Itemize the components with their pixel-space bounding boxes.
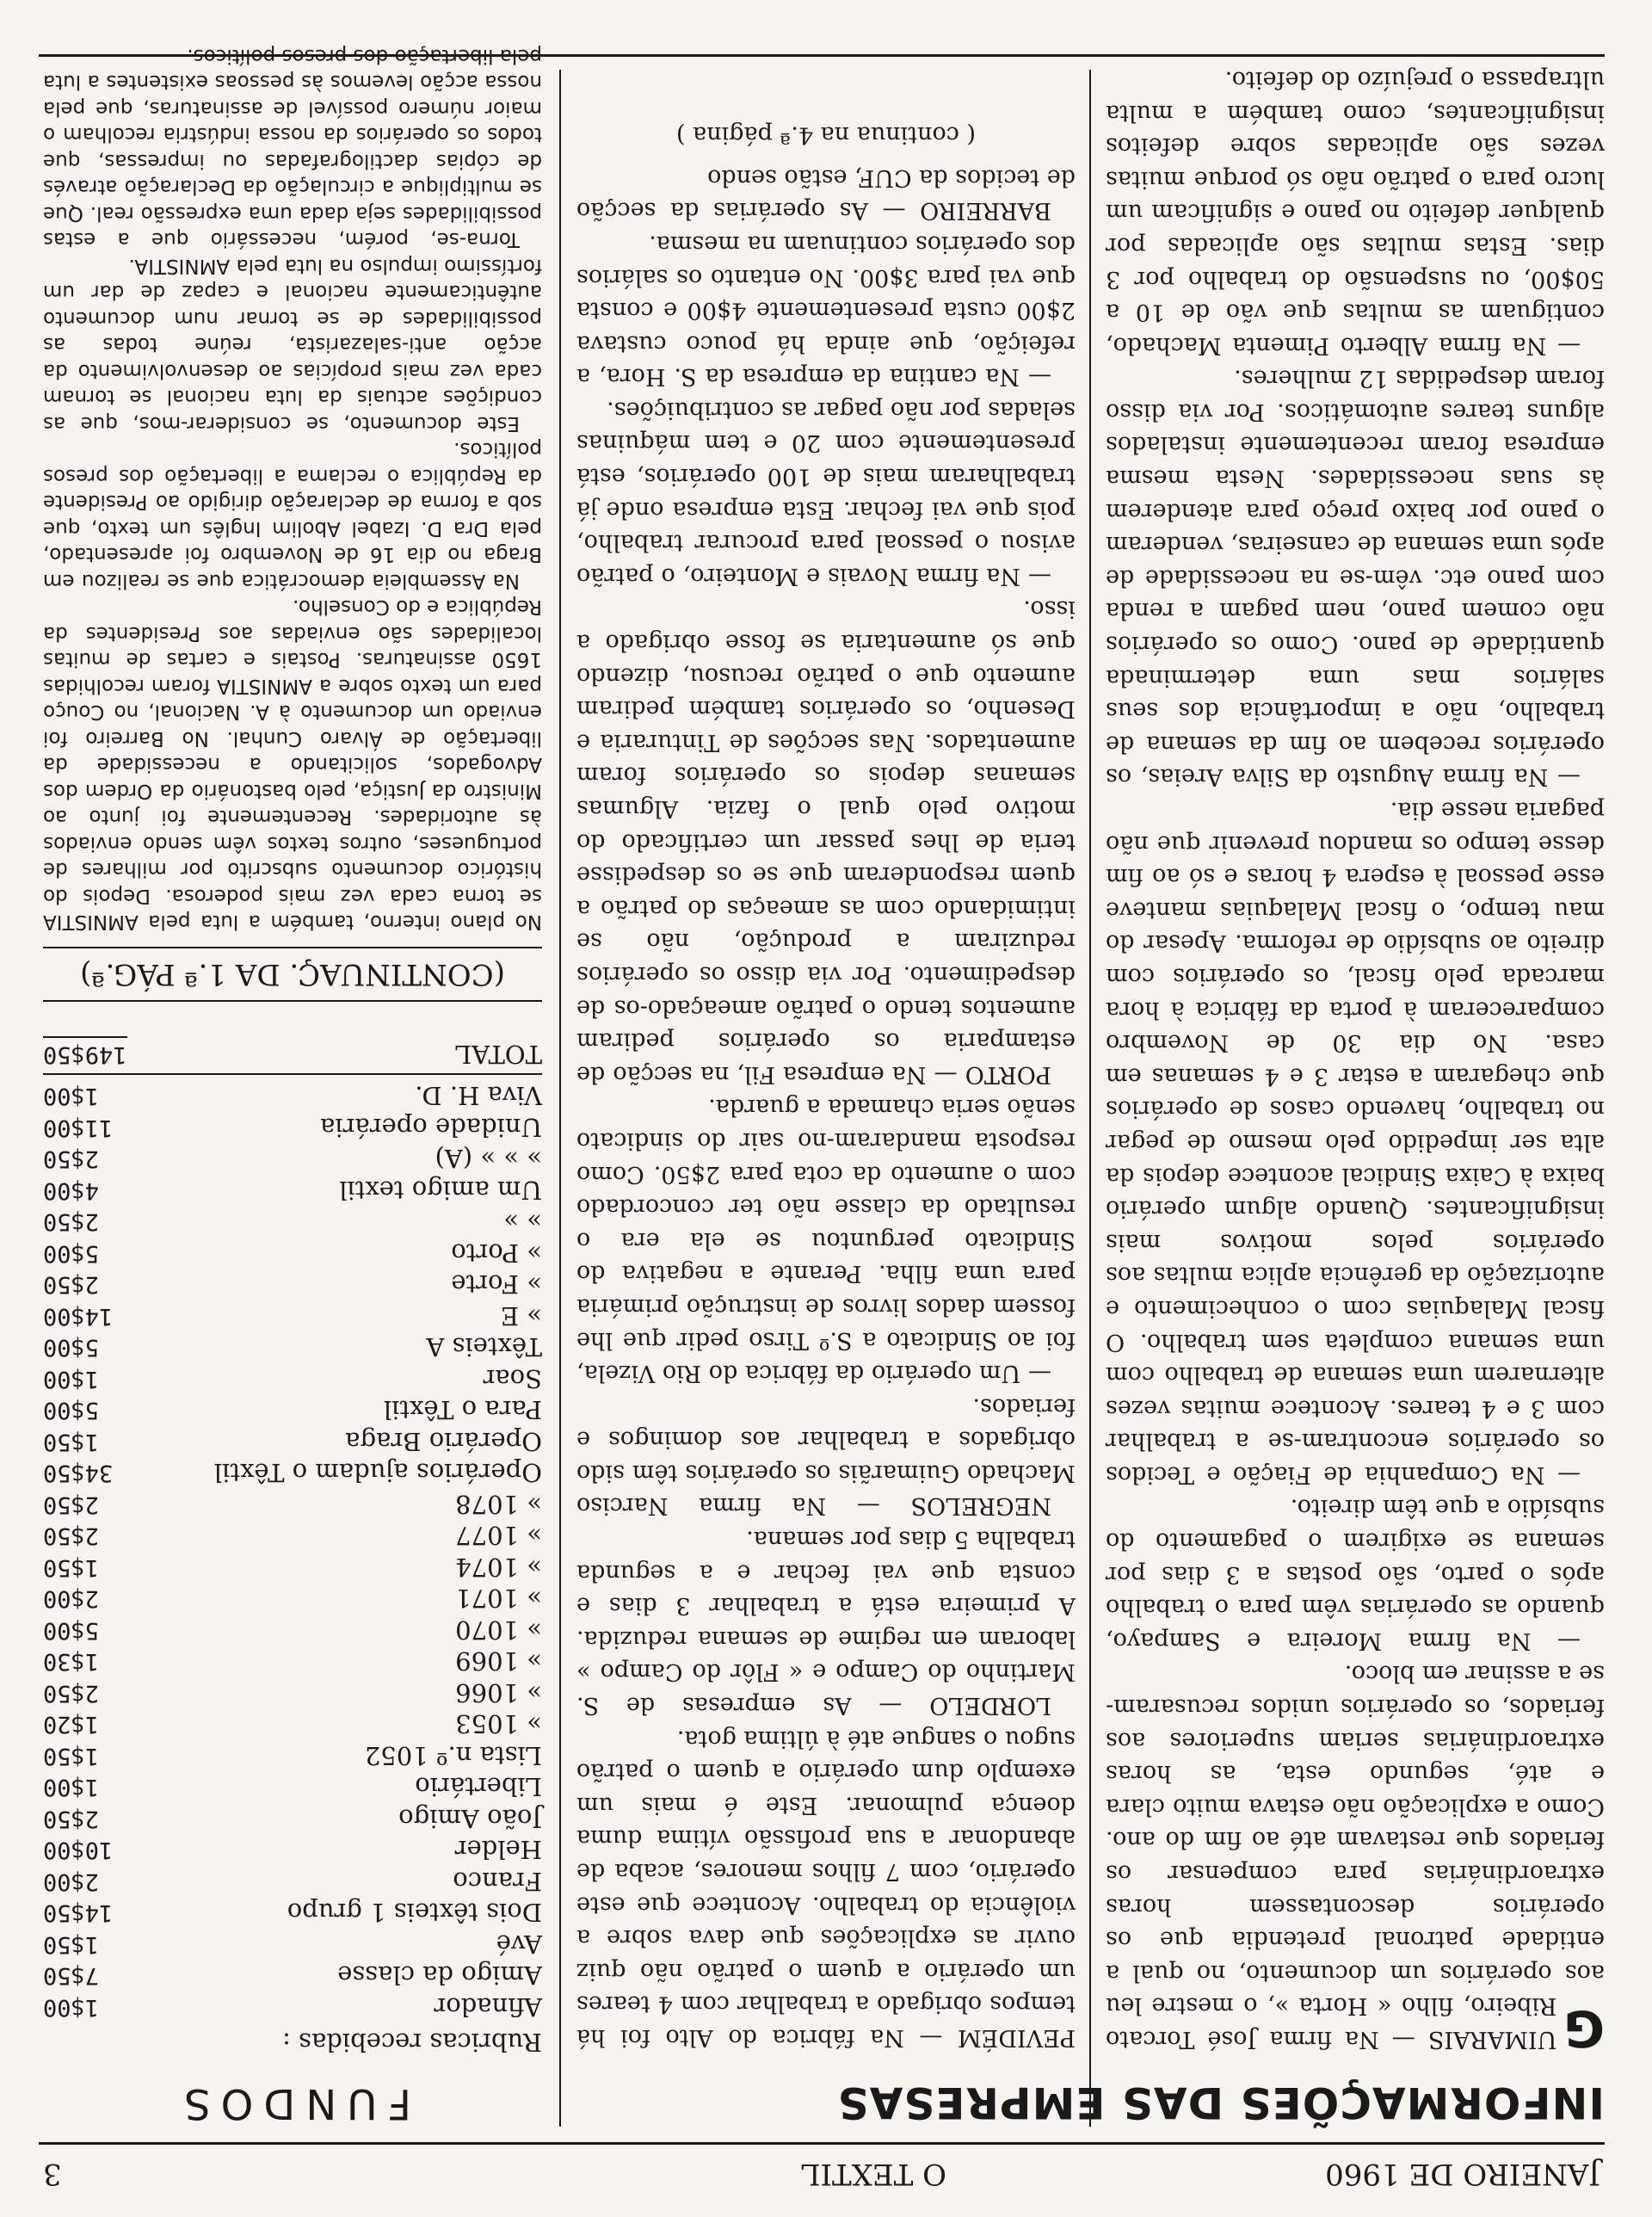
article-paragraph: LORDELO — As empresas de S. Martinho do Campo e « Flôr do Campo » laboram em regime de semana reduzida. A primeira está a trabalhar 3 dias e consta que vai fechar e a segunda trabalha 5 dias por semana.: [576, 1526, 1076, 1720]
rubric-amount: 1$20: [43, 1711, 100, 1738]
section-title-fundos: FUNDOS: [174, 2079, 411, 2127]
rubric-name: Avé: [496, 1930, 542, 1959]
rubric-row: [43, 1457, 542, 1489]
rubric-amount: 1$50: [43, 1429, 100, 1455]
rubric-name: Helder: [454, 1835, 542, 1865]
column-divider: [559, 70, 561, 2127]
rubric-name: Franco: [453, 1867, 542, 1896]
rubrics-heading: Rubricas recebidas :: [282, 2028, 542, 2057]
rubric-row: [43, 1238, 542, 1269]
rubric-row: [43, 1646, 542, 1677]
article-paragraph: PORTO — Na empresa Fil, na secção de estamparia os operários pediram aumentos tendo o patrão ameaçado-os de despedimento. Por via disso os operários reduziram a produção, não se intimidando com as ameaças do patrão a quem responderam que se os despedisse teria de lhes passar um certificado do motivo pelo qual o fazia. Algumas semanas depois os operários foram aumentados. Nas secções de Tinturaria e Desenho, os operários também pediram aumento que o patrão recusou, dizendo que só aumentaria se fosse obrigado a isso.: [576, 596, 1076, 1088]
rubric-amount: 1$50: [43, 1743, 100, 1769]
rubric-amount: 1$50: [43, 1554, 100, 1581]
article-paragraph: — Na firma Moreira e Sampayo, quando as operárias vêm para o trabalho após o parto, são postas a 3 dias por semana se exigirem o pagamento do subsídio a que têm direito.: [1106, 1494, 1605, 1654]
rubric-amount: 5$00: [43, 1617, 100, 1644]
article-paragraph: — Na firma Augusto da Silva Areias, os operários recebem ao fim da semana de trabalho, não a importância dos seus salários mas uma determinada quantidade de pano. Como os operários não comem pano, nem pagam a renda com pano etc. vêm-se na necessidade de após uma semana de canseiras, venderam o pano por baixo preço para atenderem às suas necessidades. Nesta mesma empresa foram recentemente instalados alguns teares automáticos. Por via disso foram despedidas 12 mulheres.: [1106, 365, 1605, 791]
continuation-note: ( continua na 4.ª página ): [676, 121, 976, 149]
article-paragraph: NEGRELOS — Na firma Narciso Machado Guimarãis os operários têm sido obrigados a trabalhar aos domingos e feriados.: [576, 1393, 1076, 1520]
rubric-amount: 14$00: [43, 1303, 114, 1330]
header-date: JANEIRO DE 1960: [1325, 2157, 1600, 2191]
rubric-name: Operário Braga: [345, 1427, 542, 1456]
rubric-row: [43, 1520, 542, 1552]
rubric-name: Viva H. D.: [415, 1081, 542, 1111]
rubric-amount: 7$50: [43, 1962, 100, 1990]
rubric-name: Afinador: [434, 1992, 542, 2022]
article-paragraph: PEVIDÉM — Na fábrica do Alto foi há tempos obrigado a trabalhar com 4 teares um operário a quem o patrão não quiz ouvir as explicações que dava sobre a violência do trabalho. Acontece que este operário, com 7 filhos menores, acaba de abandonar a sua profissão vítima duma doença pulmonar. Este é mais um exemplo dum operário a quem o patrão sugou o sangue até à última gota.: [576, 1725, 1076, 2051]
rubric-amount: 2$50: [43, 1806, 100, 1832]
amnistia-paragraph: Torna-se, porém, necessário que a estas possibilidades seja dada uma expressão real. Que se multiplique a circulação da Declaração através de cópias dactilografadas ou impressas, que todos os operários da nossa indústria recolham o maior número possível de assinaturas, que pela nossa acção levemos às pessoas existentes a luta pela libertação dos presos políticos.: [43, 45, 542, 251]
drop-cap: G: [1563, 1999, 1605, 2058]
rubric-row: [43, 1426, 542, 1458]
rubric-name: Soar: [483, 1364, 542, 1393]
rubric-amount: 1$30: [43, 1648, 100, 1676]
rubric-name: Operários ajudam o Têxtil: [213, 1458, 542, 1488]
rubric-row: [43, 1866, 542, 1898]
rubric-row: [43, 1677, 542, 1709]
rubric-row: [43, 1897, 542, 1929]
rubric-amount: 1$00: [43, 1994, 100, 2021]
footer-rule: [39, 54, 1605, 57]
rubric-name: » 1070: [455, 1615, 542, 1645]
page-header: [43, 2148, 1600, 2202]
article-paragraph: — Na firma Alberto Pimenta Machado, contiguam as multas que vão de 10 a 50$00, ou suspensão do trabalho por 3 dias. Estas multas são aplicadas por qualquer defeito no pano e significam um lucro para o patrão não só porque muitas vezes são aplicadas sobre defeitos insignificantes, como também a multa ultrapassa o prejuízo do defeito.: [1106, 65, 1605, 359]
rubric-row: [43, 1552, 542, 1584]
column-empresas-continued: [576, 65, 1076, 2053]
rubric-name: » E: [500, 1301, 542, 1331]
rubric-amount: 2$00: [43, 1585, 100, 1613]
article-paragraph: — Na Companhia de Fiação e Tecidos os operários encontram-se a trabalhar com 3 e 4 teares. Acontece muitas vezes alternarem uma semana de trabalho com uma semana completa sem trabalho. O fiscal Malaquias com o conhecimento e autorização da gerência aplica multas aos operários pelos motivos mais insignificantes. Quando algum operário baixa à Caixa Sindical acontece depois da alta ser impedido pelo mesmo de pegar no trabalho, havendo casos de operários que chegaram a estar 3 e 4 semanas em casa. No dia 30 de Novembro compareceram à porta da fábrica à hora marcada pelo fiscal, os operários com direito ao subsídio de reforma. Apesar do mau tempo, o fiscal Malaquias manteve esse pessoal à espera 4 horas e só ao fim desse tempo os mandou prevenir que não pagaria nesse dia.: [1106, 797, 1605, 1488]
amnistia-paragraph: Este documento, se considerar-mos, que as condições actuais da luta nacional se tornam cada vez mais propícias ao desenvolvimento da acção anti-salazarista, reúne todas as possibilidades de se tornar num documento autênticamente nacional e capaz de dar um fortíssimo impulso na luta pela AMNISTIA.: [43, 255, 542, 435]
rubric-amount: 2$50: [43, 1680, 100, 1707]
rubric-name: Lista n.º 1052: [364, 1741, 542, 1770]
rubric-name: Um amigo textil: [339, 1176, 542, 1205]
rubric-row: [43, 1206, 542, 1238]
rubric-name: » 1078: [455, 1490, 542, 1519]
rubric-amount: 1$00: [43, 1366, 100, 1393]
rubric-name: » 1077: [455, 1521, 542, 1551]
rubric-name: Dois têxteis 1 grupo: [287, 1898, 542, 1928]
rubric-row: [43, 1771, 542, 1803]
rubric-row: [43, 1394, 542, 1426]
article-paragraph: [1106, 1657, 1605, 2058]
rubric-name: » 1053: [455, 1709, 542, 1739]
rubric-amount: 1$50: [43, 1931, 100, 1958]
continuation-heading: (CONTINUAÇ. DA 1.ª PÁG.ª): [43, 948, 542, 1003]
header-rule: [39, 2142, 1605, 2145]
rubric-amount: 2$50: [43, 1208, 100, 1236]
article-paragraph: BARREIRO — As operárias da secção de tecidos da CUF, estão sendo: [576, 164, 1076, 225]
rubric-row: [43, 1143, 542, 1175]
rubric-amount: 14$50: [43, 1899, 114, 1927]
rubric-amount: 4$00: [43, 1177, 100, 1204]
rubric-row: [43, 1300, 542, 1332]
rubric-amount: 2$50: [43, 1146, 100, 1173]
article-paragraph: — Um operário da fábrica do Rio Vizela, foi ao Sindicato a S.º Tirso pedir que lhe fossem dados livros de instrução primária para uma filha. Perante a negativa do Sindicato perguntou se ela era o resultado da classe não ter concordado com o aumento da cota para 2$50. Como resposta mandaram-no sair do sindicato senão seria chamada a guarda.: [576, 1094, 1076, 1387]
article-paragraph: — Na firma Novais e Monteiro, o patrão avisou o pessoal para procurar trabalho, pois que vai fechar. Esta empresa onde já trabalharam mais de 100 operários, está presentemente com 20 e tem máquinas seladas por não pagar as contribuições.: [576, 396, 1076, 590]
rubric-amount: 2$50: [43, 1491, 100, 1518]
rubric-name: João Amigo: [398, 1804, 542, 1833]
rubric-amount: 11$00: [43, 1115, 114, 1141]
header-newspaper-name: O TEXTIL: [800, 2157, 946, 2191]
rubric-row: [43, 1960, 542, 1992]
header-page-number: 3: [43, 2157, 62, 2191]
rubric-row: [43, 1834, 542, 1866]
column-informacoes: [836, 65, 1605, 2131]
rubric-row: [43, 1080, 542, 1112]
rubric-row: [43, 1269, 542, 1300]
rubric-row: [43, 1929, 542, 1961]
total-label: TOTAL: [454, 1040, 542, 1069]
rubric-name: » »: [503, 1207, 542, 1237]
rubric-name: » » » (A): [435, 1144, 542, 1174]
rubric-amount: 1$00: [43, 1083, 100, 1110]
rubric-name: » Forte: [451, 1269, 542, 1300]
article-paragraph-text: UIMARAIS — Na firma José Torcato Ribeiro, filho « Horta », o mestre leu aos operários um documento, no qual a entidade patronal pretendia que os operários descontassem horas extraordinárias para compensar os feriados que restavam até ao fim do ano. Como a explicação não estava muito clara e até, segundo esta, as horas extraordinárias seriam superiores aos feriados, os operários unidos recusaram-se a assinar em bloco.: [1106, 1660, 1605, 2053]
rubric-amount: 2$50: [43, 1271, 100, 1299]
rubric-amount: 5$00: [43, 1240, 100, 1267]
rubric-row: [43, 1112, 542, 1144]
rubric-name: Unidade operária: [320, 1113, 542, 1142]
article-paragraph: — Na cantina da empresa da S. Hora, a refeição, que ainda há pouco custava 2$00 custa presentemente 4$00 e consta que vai para 3$00. No entanto os salários dos operários continuam na mesma.: [576, 230, 1076, 391]
rubrics-list: [43, 1080, 542, 2022]
rubric-row: [43, 1175, 542, 1207]
rubric-row: [43, 1992, 542, 2023]
rubric-row: [43, 1708, 542, 1740]
rubric-row: [43, 1583, 542, 1615]
rubric-row: [43, 1615, 542, 1646]
amnistia-paragraph: Na Assembleia democrática que se realizou em Braga no dia 16 de Novembro foi apresentado, pela Dra D. Izabel Abolim Inglês um texto, que sob a forma de declaração dirigido ao Presidente da República o reclama a libertação dos presos políticos.: [43, 438, 542, 592]
rubric-name: Libertário: [415, 1772, 542, 1802]
rubric-name: Para o Têxtil: [383, 1395, 542, 1425]
column-fundos: [43, 45, 542, 2131]
rubric-name: » Porto: [451, 1238, 542, 1268]
rubric-name: » 1066: [455, 1678, 542, 1708]
rubric-amount: 2$50: [43, 1522, 100, 1550]
rubric-amount: 34$50: [43, 1460, 114, 1487]
rubric-name: Têxteis A: [426, 1332, 542, 1362]
rubric-name: » 1069: [455, 1646, 542, 1677]
column-divider: [1089, 70, 1091, 2127]
rubric-amount: 5$00: [43, 1397, 100, 1424]
rubric-row: [43, 1803, 542, 1835]
rubric-name: Amigo da classe: [337, 1961, 542, 1991]
rubric-amount: 1$00: [43, 1774, 100, 1801]
rubric-name: » 1071: [455, 1584, 542, 1614]
rubric-name: » 1074: [455, 1553, 542, 1582]
total-amount: 149$50: [43, 1037, 127, 1071]
rubric-amount: 10$00: [43, 1837, 114, 1864]
amnistia-paragraph: No plano interno, também a luta pela AMNISTIA se torna cada vez mais poderosa. Depois do histórico documento subscrito por milhares de portugueses, outros textos vêm sendo enviados às autoridades. Recentemente foi junto ao Ministro da Justiça, pelo bastonário da Ordem dos Advogados, solicitando a necessidade da libertação de Álvaro Cunhal. No Barreiro foi enviado um documento à A. Nacional, no Couço para um texto sobre a AMNISTIA foram recolhidas 1650 assinaturas. Postais e cartas de muitas localidades são enviadas aos Presidentes da República e do Conselho.: [43, 596, 542, 934]
rubric-amount: 5$00: [43, 1334, 100, 1362]
rubric-amount: 2$00: [43, 1868, 100, 1895]
rubric-row: [43, 1740, 542, 1772]
rubric-row: [43, 1363, 542, 1395]
section-title-informacoes: INFORMAÇÕES DAS EMPRESAS: [836, 2078, 1605, 2127]
rubric-row: [43, 1489, 542, 1521]
rubric-row: [43, 1331, 542, 1363]
total-row: [43, 1037, 542, 1076]
